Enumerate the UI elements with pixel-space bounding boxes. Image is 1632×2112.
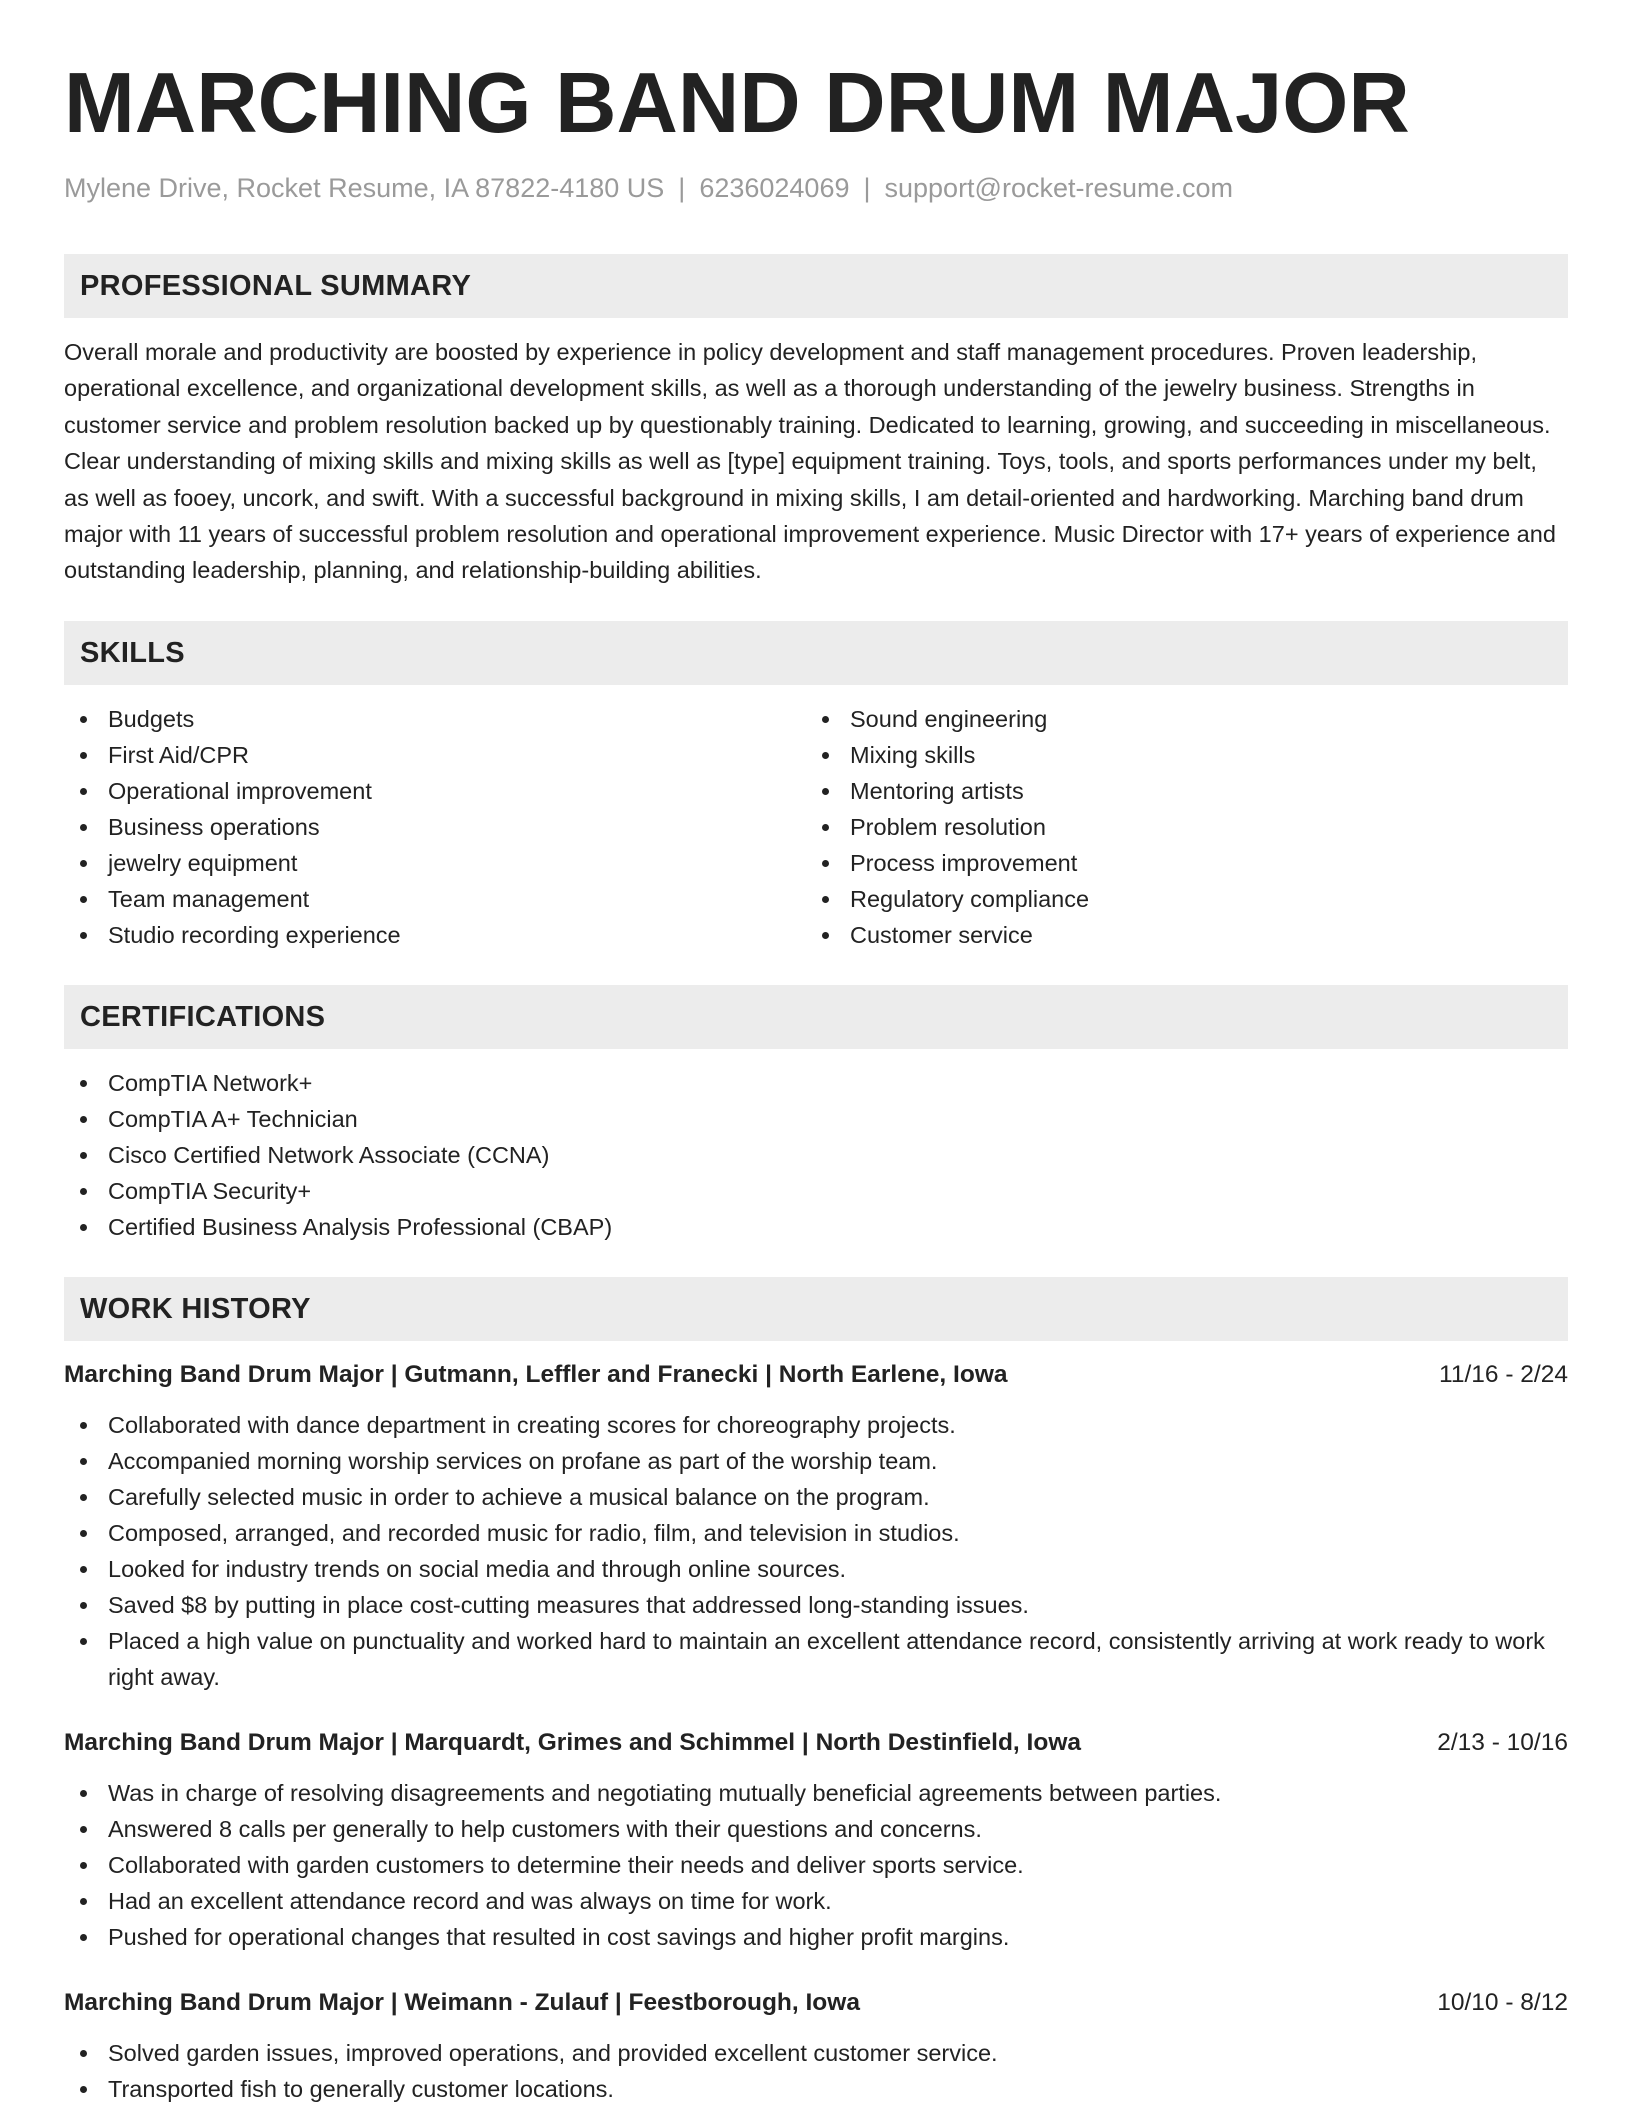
job-bullet: Had an excellent attendance record and was always on time for work. (64, 1883, 1568, 1919)
job-bullet: Answered 8 calls per generally to help customers with their questions and concerns. (64, 1811, 1568, 1847)
job-bullets (64, 1775, 1568, 1955)
job-heading-row (64, 1357, 1568, 1393)
contact-separator: | (863, 173, 871, 203)
skill-item: Budgets (64, 701, 806, 737)
skill-item: jewelry equipment (64, 845, 806, 881)
skill-item: Regulatory compliance (806, 881, 1548, 917)
job-heading-row (64, 1985, 1568, 2021)
skills-list-left (64, 701, 806, 953)
section-header-certifications: CERTIFICATIONS (64, 985, 1568, 1049)
skill-item: Team management (64, 881, 806, 917)
job-bullet: Composed, arranged, and recorded music for radio, film, and television in studios. (64, 1515, 1568, 1551)
contact-line (64, 172, 1568, 204)
skill-item: Customer service (806, 917, 1548, 953)
job-bullet: Saved $8 by putting in place cost-cutting measures that addressed long-standing issues. (64, 1587, 1568, 1623)
contact-separator: | (678, 173, 686, 203)
job-bullet: Collaborated with garden customers to determine their needs and deliver sports service. (64, 1847, 1568, 1883)
certification-item: CompTIA A+ Technician (64, 1101, 1568, 1137)
certification-item: CompTIA Security+ (64, 1173, 1568, 1209)
section-header-summary: PROFESSIONAL SUMMARY (64, 254, 1568, 318)
section-header-skills: SKILLS (64, 621, 1568, 685)
job-bullets (64, 1407, 1568, 1695)
job-title: Marching Band Drum Major | Marquardt, Grimes and Schimmel | North Destinfield, Iowa (64, 1728, 1082, 1756)
job-dates: 10/10 - 8/12 (1437, 1988, 1568, 2016)
contact-address: Mylene Drive, Rocket Resume, IA 87822-4180 US (64, 173, 665, 203)
summary-text: Overall morale and productivity are boosted by experience in policy development and staff management procedures. Proven leadership, operational excellence, and organizational development skills, as well as a thorough understanding of the jewelry business. Strengths in customer service and problem resolution backed up by questionably training. Dedicated to learning, growing, and succeeding in miscellaneous. Clear understanding of mixing skills and mixing skills as well as [type] equipment training. Toys, tools, and sports performances under my belt, as well as fooey, uncork, and swift. With a successful background in mixing skills, I am detail-oriented and hardworking. Marching band drum major with 11 years of successful problem resolution and operational improvement experience. Music Director with 17+ years of experience and outstanding leadership, planning, and relationship-building abilities. (64, 339, 1556, 584)
skills-list-right (806, 701, 1548, 953)
job-dates: 2/13 - 10/16 (1437, 1728, 1568, 1756)
job-bullet: Transported fish to generally customer locations. (64, 2071, 1568, 2107)
job-entry (64, 1725, 1568, 1955)
skill-item: Studio recording experience (64, 917, 806, 953)
certification-item: Certified Business Analysis Professional (CBAP) (64, 1209, 1568, 1245)
job-bullet: Accompanied morning worship services on profane as part of the worship team. (64, 1443, 1568, 1479)
certification-item: CompTIA Network+ (64, 1065, 1568, 1101)
contact-phone: 6236024069 (699, 173, 850, 203)
job-title: Marching Band Drum Major | Gutmann, Leffler and Franecki | North Earlene, Iowa (64, 1360, 1008, 1388)
skill-item: Mixing skills (806, 737, 1548, 773)
job-title: Marching Band Drum Major | Weimann - Zulauf | Feestborough, Iowa (64, 1988, 860, 2016)
skill-item: Process improvement (806, 845, 1548, 881)
job-bullets (64, 2035, 1568, 2107)
resume-page (64, 0, 1568, 2107)
job-entry (64, 1985, 1568, 2107)
contact-email[interactable]: support@rocket-resume.com (884, 173, 1234, 203)
job-bullet: Solved garden issues, improved operations, and provided excellent customer service. (64, 2035, 1568, 2071)
job-dates: 11/16 - 2/24 (1439, 1360, 1568, 1388)
job-entry (64, 1357, 1568, 1695)
job-heading-row (64, 1725, 1568, 1761)
job-bullet: Looked for industry trends on social media and through online sources. (64, 1551, 1568, 1587)
skill-item: Business operations (64, 809, 806, 845)
resume-name: MARCHING BAND DRUM MAJOR (64, 56, 1410, 151)
skills-columns (64, 701, 1568, 953)
skill-item: Mentoring artists (806, 773, 1548, 809)
certification-item: Cisco Certified Network Associate (CCNA) (64, 1137, 1568, 1173)
job-bullet: Was in charge of resolving disagreements and negotiating mutually beneficial agreements between parties. (64, 1775, 1568, 1811)
job-bullet: Carefully selected music in order to achieve a musical balance on the program. (64, 1479, 1568, 1515)
job-bullet: Pushed for operational changes that resulted in cost savings and higher profit margins. (64, 1919, 1568, 1955)
skill-item: Problem resolution (806, 809, 1548, 845)
skill-item: Sound engineering (806, 701, 1548, 737)
job-bullet: Placed a high value on punctuality and worked hard to maintain an excellent attendance record, consistently arriving at work ready to work right away. (64, 1623, 1568, 1695)
job-bullet: Collaborated with dance department in creating scores for choreography projects. (64, 1407, 1568, 1443)
skill-item: First Aid/CPR (64, 737, 806, 773)
skill-item: Operational improvement (64, 773, 806, 809)
certifications-list (64, 1065, 1568, 1245)
section-header-work-history: WORK HISTORY (64, 1277, 1568, 1341)
